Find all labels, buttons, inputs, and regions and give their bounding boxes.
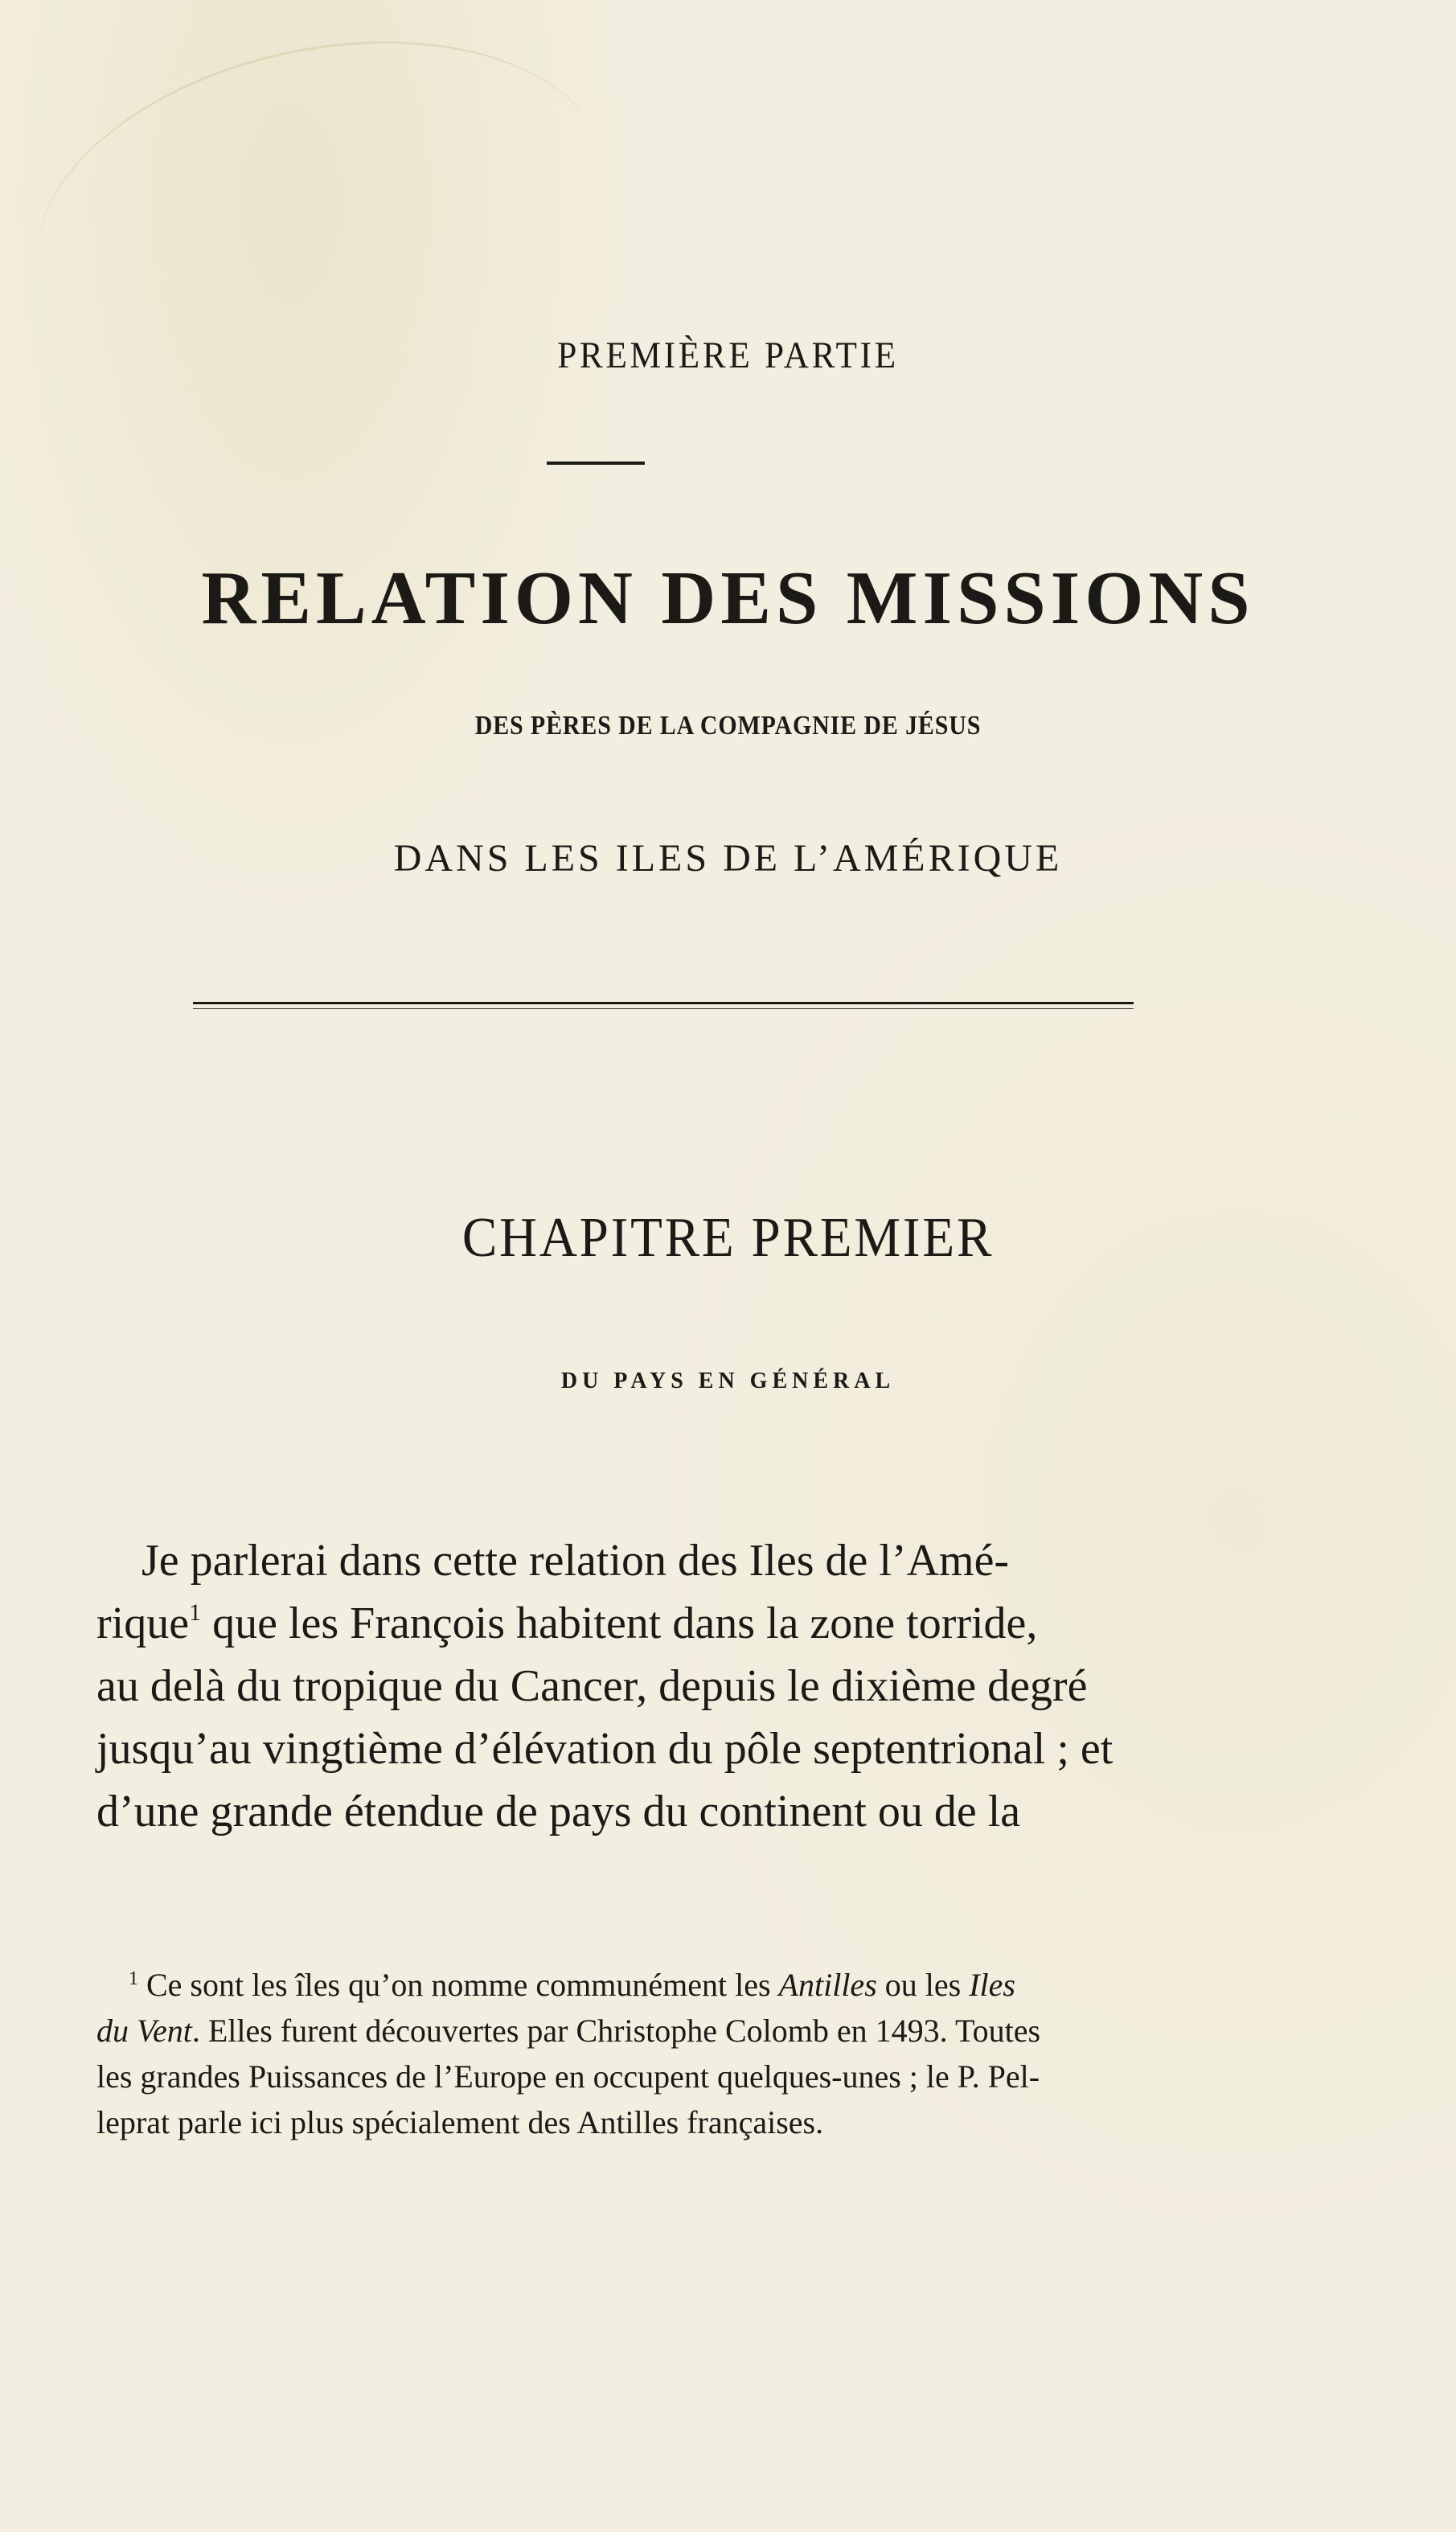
chapter-subtitle: DU PAYS EN GÉNÉRAL	[560, 1369, 896, 1393]
footnote-text: Ce sont les îles qu’on nomme communément les	[138, 1967, 779, 2003]
footnote-line: les grandes Puissances de l’Europe en occupent quelques-unes ; le P. Pel-	[96, 2058, 1040, 2095]
footnote-reference[interactable]: 1	[189, 1599, 202, 1626]
part-title: PREMIÈRE PARTIE	[557, 334, 899, 376]
body-text-fragment: rique	[96, 1598, 190, 1648]
body-line	[96, 1592, 1166, 1655]
footnote	[96, 1962, 1166, 2145]
paper-stain	[3, 0, 640, 445]
chapter-title: CHAPITRE PREMIER	[461, 1207, 995, 1269]
footnote-line: leprat parle ici plus spécialement des Antilles françaises.	[96, 2104, 824, 2140]
footnote-text: . Elles furent découvertes par Christophe Colomb en 1493. Toutes	[191, 2013, 1041, 2049]
footnote-line	[96, 1962, 1166, 2008]
footnote-text: ou les	[876, 1967, 970, 2003]
body-line: Je parlerai dans cette relation des Iles de l’Amé-	[141, 1536, 1010, 1586]
long-divider-thin	[193, 1008, 1134, 1009]
body-line: jusqu’au vingtième d’élévation du pôle septentrional ; et	[96, 1724, 1114, 1774]
body-line: au delà du tropique du Cancer, depuis le dixième degré	[96, 1661, 1088, 1711]
sub-title: DES PÈRES DE LA COMPAGNIE DE JÉSUS	[474, 711, 982, 741]
body-text-fragment: que les François habitent dans la zone torride,	[201, 1598, 1038, 1648]
long-divider	[193, 1002, 1134, 1004]
short-divider	[547, 462, 645, 465]
islands-title: DANS LES ILES DE L’AMÉRIQUE	[393, 837, 1063, 880]
footnote-italic: Iles	[969, 1967, 1015, 2003]
footnote-italic: Antilles	[778, 1967, 877, 2003]
body-paragraph	[96, 1529, 1166, 1843]
footnote-italic: du Vent	[96, 2013, 192, 2049]
footnote-marker: 1	[129, 1968, 138, 1989]
main-title: RELATION DES MISSIONS	[201, 556, 1255, 640]
body-line: d’une grande étendue de pays du continent ou de la	[96, 1787, 1021, 1836]
footnote-line	[96, 2008, 1166, 2054]
